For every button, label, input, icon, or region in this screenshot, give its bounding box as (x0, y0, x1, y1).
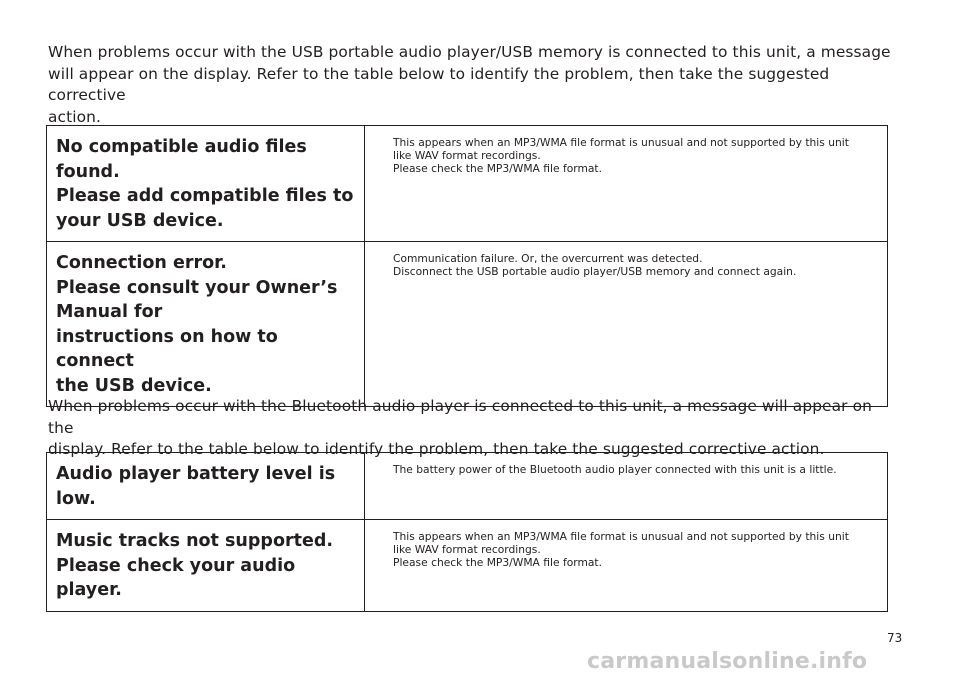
bluetooth-message-table (46, 452, 888, 612)
description-line: Please check the MP3/WMA file format. (393, 162, 602, 176)
display-message (47, 453, 365, 520)
description-line: This appears when an MP3/WMA file format is unusual and not supported by this unit (393, 136, 849, 149)
message-line: Music tracks not supported. (56, 531, 334, 551)
page-number: 73 (887, 631, 903, 645)
message-line: instructions on how to connect (56, 326, 278, 371)
bluetooth-intro-paragraph (48, 396, 898, 461)
message-line: Manual for (56, 302, 163, 322)
message-line: No compatible audio files (56, 137, 307, 157)
message-description (365, 520, 888, 612)
bluetooth-intro-line: When problems occur with the Bluetooth audio player is connected to this unit, a message will appear on the (48, 397, 872, 437)
description-line: Disconnect the USB portable audio player/USB memory and connect again. (393, 265, 797, 279)
watermark: carmanualsonline.info (587, 649, 868, 674)
description-line: This appears when an MP3/WMA file format is unusual and not supported by this unit (393, 530, 849, 543)
description-line: The battery power of the Bluetooth audio player connected with this unit is a little. (393, 463, 837, 476)
description-line: like WAV format recordings. (393, 149, 541, 163)
message-line: low. (56, 488, 96, 509)
table-row (47, 453, 888, 520)
usb-intro-line: action. (48, 107, 101, 126)
message-line: Audio player battery level is (56, 464, 336, 484)
message-description (365, 126, 888, 242)
message-line: Please check your audio player. (56, 555, 296, 600)
usb-message-table (46, 125, 888, 407)
bluetooth-intro-line: display. Refer to the table below to identify the problem, then take the suggested corrective action. (48, 440, 825, 458)
display-message (47, 126, 365, 242)
display-message (47, 242, 365, 407)
message-line: Please add compatible files to (56, 186, 354, 206)
description-line: Communication failure. Or, the overcurrent was detected. (393, 252, 703, 265)
message-line: found. (56, 161, 120, 182)
usb-intro-line: When problems occur with the USB portable audio player/USB memory is connected to this unit, a message (48, 43, 891, 61)
description-line: like WAV format recordings. (393, 543, 541, 557)
description-line: Please check the MP3/WMA file format. (393, 556, 602, 570)
usb-intro-paragraph (48, 42, 898, 128)
message-line: your USB device. (56, 210, 224, 231)
message-line: the USB device. (56, 375, 212, 396)
message-description (365, 242, 888, 407)
table-row (47, 520, 888, 612)
message-description (365, 453, 888, 520)
display-message (47, 520, 365, 612)
table-row (47, 126, 888, 242)
message-line: Please consult your Owner’s (56, 277, 338, 298)
usb-intro-line: will appear on the display. Refer to the table below to identify the problem, then take the suggested corrective (48, 64, 830, 104)
message-line: Connection error. (56, 253, 227, 273)
table-row (47, 242, 888, 407)
